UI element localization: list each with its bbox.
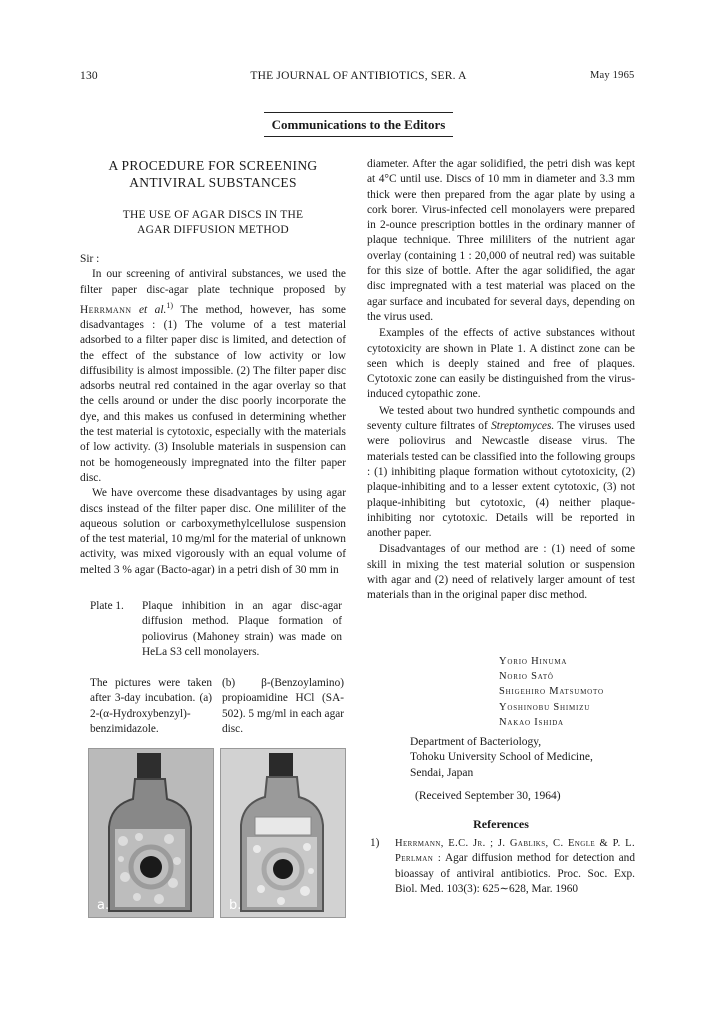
page-number: 130: [80, 70, 98, 82]
article-subtitle: [80, 208, 346, 238]
received-date: (Received September 30, 1964): [415, 790, 561, 802]
reference-authors: Herrmann, E.C. Jr. ; J. Gabliks, C. Engle & P. L. Perlman :: [395, 838, 635, 865]
paragraph-2: We have overcome these disadvantages by using agar discs instead of the filter paper disc. One mililiter of the aqueous solution or carboxymethylcellulose suspension of the test material, 10 mg/ml for the material of unknown activity, was mixed vigorously with an equal volume of melted 3 % agar (Bacto-agar) in a petri dish of 30 mm in: [80, 487, 346, 576]
paragraph-6: Disadvantages of our method are : (1) need of some skill in mixing the test material solution or suspension with agar and (2) need of relatively larger amount of test materials than in the original paper disc method.: [367, 543, 635, 602]
paragraph-1: [80, 267, 346, 486]
affiliation-line: Sendai, Japan: [410, 766, 474, 779]
author-name: Nakao Ishida: [499, 716, 564, 728]
affiliation-line: Department of Bacteriology,: [410, 736, 542, 748]
cited-author: Herrmann: [80, 303, 132, 316]
reference-item: [395, 836, 635, 897]
paragraph-5-end: The viruses used were poliovirus and Newcastle disease virus. The materials tested can be classified into the following groups : (1) inhibiting plaque formation without cytotoxicity, (2) plaque-inhibiting and to a lesser extent cytotoxic, (3) not plaque-inhibiting but cytotoxic, (4) neither plaque-inhibiting nor cytotoxic. Details will be reported in another paper.: [367, 420, 635, 540]
right-column: [367, 157, 635, 604]
section-title: Communications to the Editors: [264, 112, 454, 137]
affiliation: [410, 735, 593, 781]
paragraph-4: Examples of the effects of active substances without cytotoxicity are shown in Plate 1. A distinct zone can be seen which is deeply stained and free of plaques. Cytotoxic zone can easily be distinguished from the virus-induced cytopathic zone.: [367, 327, 635, 401]
paragraph-1-end: The method, however, has some disadvantages : (1) The volume of a test material adsorbed to a filter paper disc is limited, and detection of the effect of the substance of low activity or low diffusibility is almost impossible. (2) The filter paper disc adsorbs neutral red contained in the agar overlay so that the cells around or under the disc poorly incorporate the dye, and this makes us confused in determining whether the test material is cytotoxic, especially with the materials of low activity. (3) Insoluble materials in suspension can not be homogeneously impregnated into the filter paper disc.: [80, 303, 346, 484]
bottle-b-image: [221, 749, 345, 917]
plate-label: Plate 1.: [90, 600, 124, 612]
article-title-line-1: A PROCEDURE FOR SCREENING: [108, 158, 318, 173]
photo-a-label: a.: [97, 898, 110, 913]
plate-caption-right: (b) β-(Benzoylamino) propioamidine HCl (SA-502). 5 mg/ml in each agar disc.: [222, 677, 344, 735]
paragraph-5-start: We tested about two hundred synthetic compounds and seventy culture filtrates of: [367, 404, 635, 433]
reference-text: Agar diffusion method for detection and bioassay of antiviral antibiotics. Proc. Soc. Exp. Biol. Med. 103(3): 625∼628, Mar. 1960: [395, 852, 635, 895]
section-banner: [0, 112, 717, 137]
references-heading: References: [473, 817, 529, 831]
article-subtitle-line-1: THE USE OF AGAR DISCS IN THE: [122, 209, 304, 221]
paragraph-3: diameter. After the agar solidified, the petri dish was kept at 4°C until use. Discs of 10 mm in diameter and 3.3 mm thick were then prepared from the agar plate by using a cork borer. Virus-infected cell monolayers were prepared in 2-ounce prescription bottles in the ordinary manner of plaque technique. Three mililiters of the nutrient agar overlay (containing 1 : 20,000 of neutral red) was suitable for this size of bottle. After the agar solidified, the agar disc impregnated with a test material was placed on the agar surface and incubated for several days, depending on the virus used.: [367, 158, 635, 323]
article-title-line-2: ANTIVIRAL SUBSTANCES: [129, 175, 297, 190]
left-column: [80, 157, 346, 578]
bottle-a-image: [89, 749, 213, 917]
plate-caption: Plaque inhibition in an agar disc-agar diffusion method. Plaque formation of poliovirus (Mahoney strain) was made on HeLa S3 cell monolayers.: [142, 600, 342, 658]
photo-b-label: b.: [229, 898, 242, 913]
citation-marker: 1): [166, 300, 174, 310]
plate-photo-b: [220, 748, 346, 918]
issue-date: May 1965: [590, 70, 635, 81]
article-title: [80, 157, 346, 191]
author-name: Yoshinobu Shimizu: [499, 701, 591, 713]
article-subtitle-line-2: AGAR DIFFUSION METHOD: [137, 224, 289, 236]
affiliation-line: Tohoku University School of Medicine,: [410, 751, 593, 764]
salutation: Sir :: [80, 253, 100, 265]
reference-number: 1): [370, 837, 380, 849]
paragraph-5: [367, 404, 635, 542]
et-al: et al.: [138, 303, 167, 316]
genus-name: Streptomyces.: [491, 420, 555, 433]
plate-photo-a: [88, 748, 214, 918]
author-name: Norio Satô: [499, 671, 554, 683]
journal-title: THE JOURNAL OF ANTIBIOTICS, SER. A: [250, 70, 467, 82]
plate-caption-left: The pictures were taken after 3-day incubation. (a) 2-(α-Hydroxybenzyl)-benzimidazole.: [90, 677, 212, 735]
author-name: Yorio Hinuma: [499, 656, 568, 667]
paragraph-1-start: In our screening of antiviral substances, we used the filter paper disc-agar plate technique proposed by: [80, 268, 346, 296]
author-list: [499, 654, 604, 730]
author-name: Shigehiro Matsumoto: [499, 686, 604, 698]
